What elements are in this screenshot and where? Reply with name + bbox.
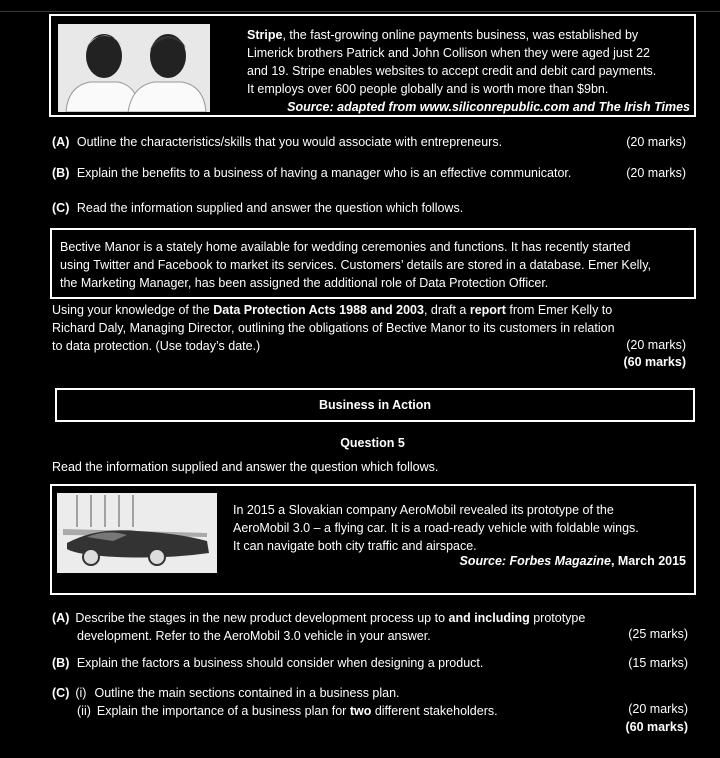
- section-title: Business in Action: [318, 398, 432, 412]
- question-5-heading: Question 5: [340, 436, 405, 450]
- stripe-line-1: , the fast-growing online payments business, was established by: [282, 28, 639, 42]
- q4-a-text: Outline the characteristics/skills that you would associate with entrepreneurs.: [76, 135, 503, 149]
- q4-total-marks: (60 marks): [623, 355, 686, 369]
- q5-a-bold: and including: [448, 611, 530, 625]
- q5-b-text: Explain the factors a business should consider when designing a product.: [76, 656, 484, 670]
- aeromobil-source-italic: Source: Forbes Magazine: [459, 554, 611, 568]
- q5-a-text-2: prototype: [529, 611, 586, 625]
- q5-b-marks: (15 marks): [628, 656, 688, 670]
- bective-info-box: [50, 228, 696, 299]
- q5-c-ii-text-1: Explain the importance of a business plan for: [96, 704, 350, 718]
- q5-c-ii-bold: two: [349, 704, 372, 718]
- aeromobil-source-date: , March 2015: [610, 554, 686, 568]
- q4-b-label: (B): [52, 166, 70, 180]
- q4-b-text: Explain the benefits to a business of having a manager who is an effective communicator.: [76, 166, 572, 180]
- bective-line-3: the Marketing Manager, has been assigned the additional role of Data Protection Officer.: [60, 276, 549, 290]
- task-line-2: Richard Daly, Managing Director, outlining the obligations of Bective Manor to its customers in relation: [52, 321, 615, 335]
- collison-brothers-photo: [58, 24, 210, 112]
- task-line-3: to data protection. (Use today’s date.): [52, 339, 261, 353]
- stripe-source: Source: adapted from www.siliconrepublic.com and The Irish Times: [287, 100, 690, 114]
- q5-c-i-label: (i): [75, 686, 87, 700]
- q5-a-label: (A): [52, 611, 70, 625]
- q4-a-marks: (20 marks): [626, 135, 686, 149]
- task-report: report: [469, 303, 506, 317]
- aeromobil-source: [460, 554, 686, 568]
- aeromobil-photo: [57, 493, 217, 573]
- stripe-line-2: Limerick brothers Patrick and John Collison when they were aged just 22: [247, 46, 650, 60]
- q4-b-marks: (20 marks): [626, 166, 686, 180]
- q4-c-task: [52, 301, 672, 355]
- q5-a: [52, 609, 642, 645]
- q5-c-ii-label: (ii): [77, 704, 91, 718]
- top-rule: [0, 11, 720, 12]
- aeromobil-line-3: It can navigate both city traffic and airspace.: [233, 539, 477, 553]
- aeromobil-text: [233, 501, 683, 555]
- q5-c-ii-text-2: different stakeholders.: [371, 704, 498, 718]
- section-title-box: [55, 388, 695, 422]
- q5-a-marks: (25 marks): [628, 627, 688, 641]
- q4-c: [52, 201, 463, 215]
- q4-a: [52, 135, 502, 149]
- bective-line-1: Bective Manor is a stately home available for wedding ceremonies and functions. It has recently started: [60, 240, 631, 254]
- bective-line-2: using Twitter and Facebook to market its services. Customers’ details are stored in a database. Emer Kelly,: [60, 258, 652, 272]
- q5-b: [52, 656, 483, 670]
- q4-a-label: (A): [52, 135, 70, 149]
- stripe-line-4: It employs over 600 people globally and is worth more than $9bn.: [247, 82, 609, 96]
- stripe-info-box: [49, 14, 696, 117]
- q5-c-label: (C): [52, 686, 70, 700]
- task-text-1: Using your knowledge of the: [52, 303, 214, 317]
- q4-c-marks: (20 marks): [626, 338, 686, 352]
- q4-b: [52, 166, 571, 180]
- q5-b-label: (B): [52, 656, 70, 670]
- task-text-2: , draft a: [423, 303, 470, 317]
- aeromobil-line-1: In 2015 a Slovakian company AeroMobil revealed its prototype of the: [233, 503, 614, 517]
- stripe-text: [247, 26, 690, 116]
- task-text-3: from Emer Kelly to: [505, 303, 613, 317]
- q4-c-label: (C): [52, 201, 70, 215]
- task-acts: Data Protection Acts 1988 and 2003: [213, 303, 424, 317]
- q5-a-line-2: development. Refer to the AeroMobil 3.0 vehicle in your answer.: [77, 629, 431, 643]
- aeromobil-line-2: AeroMobil 3.0 – a flying car. It is a road-ready vehicle with foldable wings.: [233, 521, 639, 535]
- q4-c-text: Read the information supplied and answer the question which follows.: [76, 201, 464, 215]
- q5-c: [52, 684, 612, 720]
- stripe-name: Stripe: [247, 28, 283, 42]
- q5-a-text-1: Describe the stages in the new product development process up to: [75, 611, 449, 625]
- q5-total-marks: (60 marks): [625, 720, 688, 734]
- aeromobil-info-box: [50, 484, 696, 595]
- stripe-line-3: and 19. Stripe enables websites to accept credit and debit card payments.: [247, 64, 657, 78]
- q5-c-i-text: Outline the main sections contained in a business plan.: [94, 686, 400, 700]
- q5-intro: Read the information supplied and answer the question which follows.: [52, 460, 439, 474]
- q5-c-marks: (20 marks): [628, 702, 688, 716]
